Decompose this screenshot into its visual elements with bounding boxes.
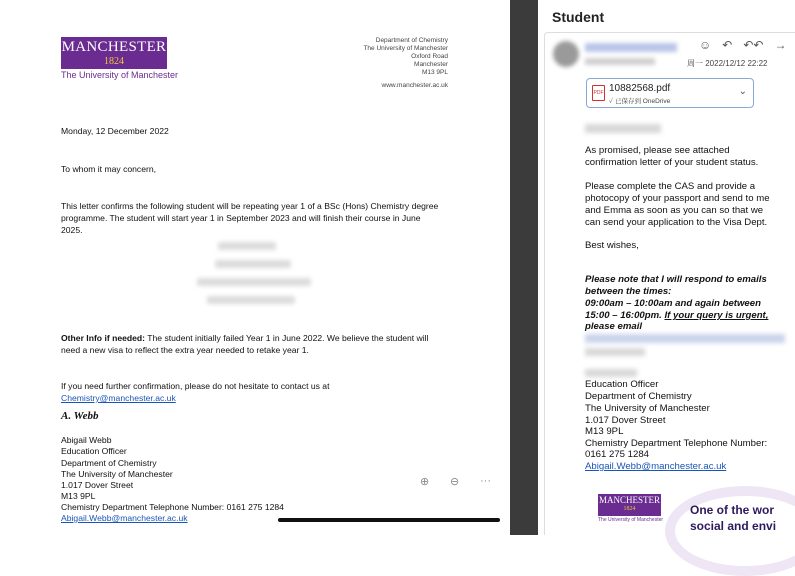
sign-dept: Department of Chemistry: [61, 458, 157, 468]
message-actions: [699, 38, 786, 52]
logo-subtitle: The University of Manchester: [61, 70, 179, 80]
email-closing: Best wishes,: [585, 240, 639, 251]
email-body-line: confirmation letter of your student status.: [585, 157, 759, 168]
sign-title: Education Officer: [61, 446, 127, 456]
redacted-sender-name[interactable]: [585, 43, 677, 52]
attachment-card[interactable]: [586, 78, 754, 108]
reply-all-icon[interactable]: ↶↶: [743, 38, 764, 52]
other-info-text: The student initially failed Year 1 in June 2022. We believe the student will: [145, 333, 429, 343]
sign-email-link[interactable]: Abigail.Webb@manchester.ac.uk: [61, 513, 188, 523]
more-options-icon[interactable]: ···: [480, 475, 491, 487]
mail-sig-title: Education Officer: [585, 379, 659, 390]
sign-name: Abigail Webb: [61, 435, 112, 445]
email-folder-title: Student: [552, 9, 605, 25]
redacted-student-id: [215, 260, 291, 268]
redacted-sender-signature: [585, 369, 637, 377]
mail-sig-university: The University of Manchester: [585, 403, 710, 414]
redacted-greeting: [585, 124, 661, 133]
mail-sig-email-link[interactable]: Abigail.Webb@manchester.ac.uk: [585, 461, 727, 472]
mail-sig-phone-label: Chemistry Department Telephone Number:: [585, 438, 768, 449]
letter-body-line: need a new visa to reflect the extra year needed to retake year 1.: [61, 345, 309, 355]
smile-icon[interactable]: ☺: [699, 38, 712, 52]
mail-logo-subtitle: The University of Manchester: [598, 517, 664, 523]
promo-line: social and envi: [690, 519, 777, 533]
email-note-line: [585, 310, 768, 322]
forward-icon[interactable]: →: [774, 38, 787, 52]
email-note-line: between the times:: [585, 286, 672, 297]
zoom-controls: [420, 475, 492, 488]
contact-email-link[interactable]: Chemistry@manchester.ac.uk: [61, 393, 176, 403]
email-body-line: and Emma as soon as you can so that we: [585, 205, 764, 216]
redacted-sender-to: [585, 58, 655, 65]
address-line: Department of Chemistry: [375, 37, 448, 44]
sign-postcode: M13 9PL: [61, 491, 96, 501]
sign-university: The University of Manchester: [61, 469, 173, 479]
reply-icon[interactable]: ↶: [722, 38, 733, 52]
redacted-student-name: [218, 242, 276, 250]
note-urgent: If your query is urgent,: [664, 310, 769, 321]
email-body-line: photocopy of your passport and send to me: [585, 193, 770, 204]
letter-salutation: To whom it may concern,: [61, 164, 157, 174]
letter-website: www.manchester.ac.uk: [381, 82, 448, 89]
letter-body-line: 2025.: [61, 225, 83, 235]
mail-sig-street: 1.017 Dover Street: [585, 415, 666, 426]
panel-divider: [510, 0, 538, 535]
zoom-in-icon[interactable]: ⊕: [420, 476, 430, 488]
letter-address: [363, 37, 448, 77]
email-body-line: As promised, please see attached: [585, 145, 730, 156]
email-body-line: Please complete the CAS and provide a: [585, 181, 756, 192]
other-info-label: Other Info if needed:: [61, 333, 146, 343]
email-note-line: 09:00am – 10:00am and again between: [585, 298, 761, 309]
attachment-status: ✓ 已保存到 OneDrive: [609, 98, 671, 105]
message-date: 周一 2022/12/12 22:22: [687, 59, 768, 68]
zoom-out-icon[interactable]: ⊖: [450, 476, 460, 488]
horizontal-scrollbar[interactable]: [278, 518, 500, 522]
email-note-line: Please note that I will respond to emails: [585, 274, 767, 285]
mail-sig-dept: Department of Chemistry: [585, 391, 692, 402]
note-times: 15:00 – 16:00pm.: [585, 310, 665, 321]
mail-logo-name: MANCHESTER: [598, 495, 660, 505]
chevron-down-icon[interactable]: ⌄: [738, 86, 747, 97]
email-body-line: can send your application to the Visa Dept.: [585, 217, 768, 228]
mail-sig-postcode: M13 9PL: [585, 426, 624, 437]
sign-street: 1.017 Dover Street: [61, 480, 134, 490]
promo-line: One of the wor: [690, 503, 774, 517]
address-line: M13 9PL: [421, 69, 448, 76]
university-logo: [61, 37, 178, 80]
letter-body-line: programme. The student will start year 1 in September 2023 and will finish their course in June: [61, 213, 421, 223]
letter-other-info: [61, 332, 429, 345]
sender-avatar[interactable]: [553, 41, 579, 67]
pdf-file-icon: PDF: [592, 85, 605, 101]
redacted-department: [207, 296, 295, 304]
letter-contact-line: If you need further confirmation, please do not hesitate to contact us at: [61, 381, 330, 391]
mail-sig-phone: 0161 275 1284: [585, 449, 650, 460]
email-note-line: please email: [585, 321, 643, 332]
mail-university-logo: [598, 494, 661, 516]
address-line: Manchester: [414, 61, 448, 68]
address-line: The University of Manchester: [363, 45, 448, 52]
promo-banner-text: [690, 502, 776, 534]
letter-body-line: This letter confirms the following student will be repeating year 1 of a BSc (Hons) Chemistry degree: [61, 201, 439, 211]
redacted-email-address: [585, 334, 785, 343]
attachment-status-text: 已保存到 OneDrive: [615, 98, 671, 105]
attachment-name: 10882568.pdf: [609, 83, 671, 94]
redacted-text: [585, 348, 645, 356]
redacted-course: [197, 278, 311, 286]
letter-date: Monday, 12 December 2022: [61, 126, 169, 136]
logo-name: MANCHESTER: [61, 39, 167, 55]
logo-year: 1824: [104, 56, 124, 67]
address-line: Oxford Road: [411, 53, 448, 60]
mail-logo-year: 1824: [623, 506, 636, 512]
sign-phone: Chemistry Department Telephone Number: 0161 275 1284: [61, 502, 284, 512]
handwritten-signature: A. Webb: [61, 410, 99, 422]
